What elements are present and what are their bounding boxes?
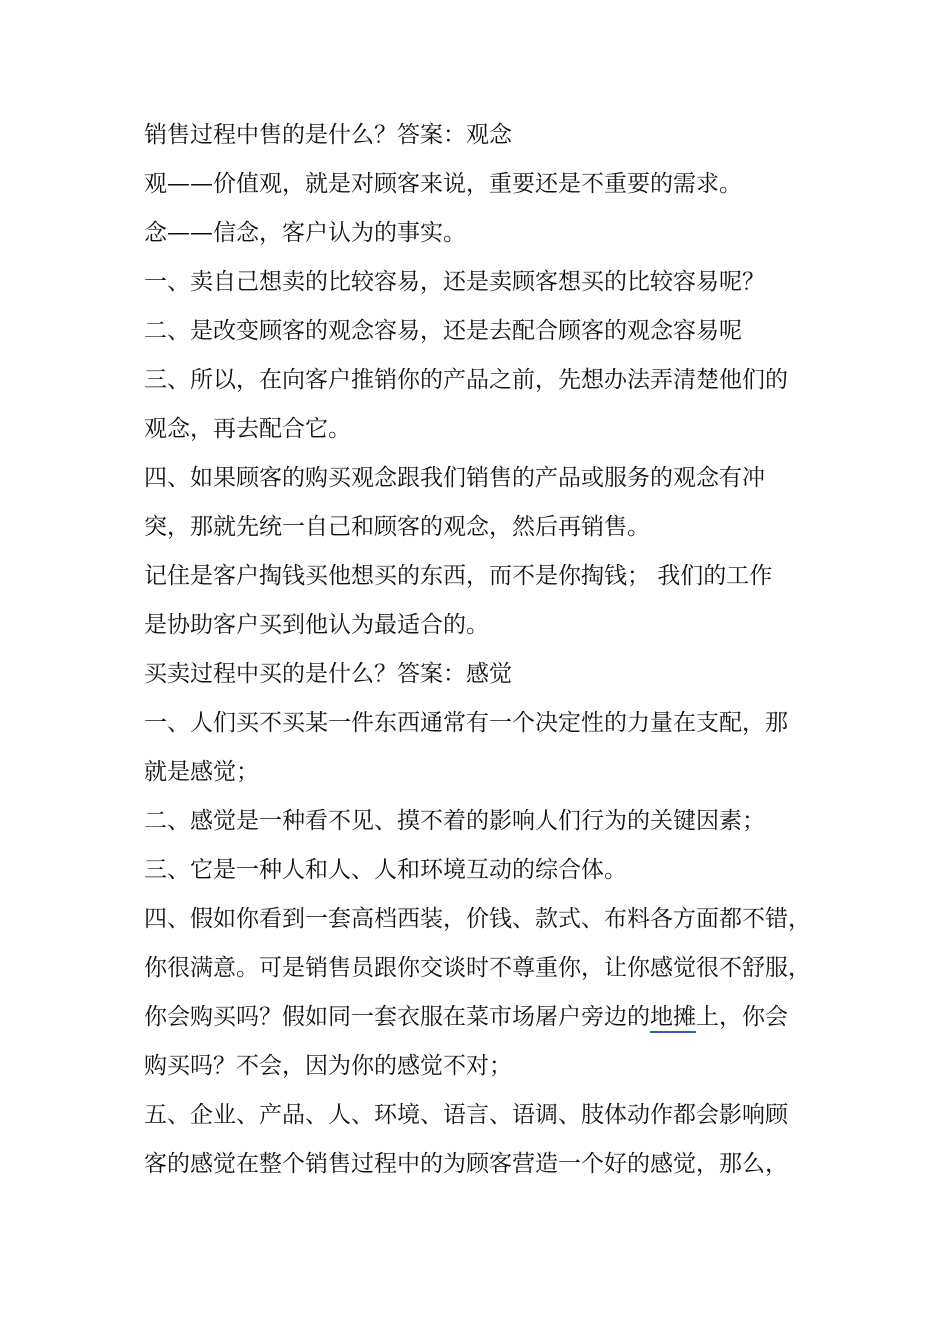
paragraph-line: 三、所以，在向客户推销你的产品之前，先想办法弄清楚他们的: [144, 367, 788, 393]
document-body: [144, 114, 814, 1192]
line-segment: 上，你会: [696, 1004, 788, 1030]
paragraph-line: 就是感觉；: [144, 759, 259, 785]
paragraph-line: 五、企业、产品、人、环境、语言、语调、肢体动作都会影响顾: [144, 1102, 788, 1128]
paragraph-line: 三、它是一种人和人、人和环境互动的综合体。: [144, 857, 627, 883]
paragraph-line: 二、感觉是一种看不见、摸不着的影响人们行为的关键因素；: [144, 808, 765, 834]
paragraph-line: 买卖过程中买的是什么？答案：感觉: [144, 661, 512, 687]
paragraph-line: 购买吗？不会，因为你的感觉不对；: [144, 1053, 512, 1079]
spellcheck-underline: 地摊: [650, 1004, 696, 1033]
paragraph-line: 是协助客户买到他认为最适合的。: [144, 612, 489, 638]
paragraph-line: 销售过程中售的是什么？答案：观念: [144, 122, 512, 148]
paragraph-line: 四、假如你看到一套高档西装，价钱、款式、布料各方面都不错，: [144, 906, 811, 932]
paragraph-line: 一、卖自己想卖的比较容易，还是卖顾客想买的比较容易呢？: [144, 269, 765, 295]
paragraph-line: 四、如果顾客的购买观念跟我们销售的产品或服务的观念有冲: [144, 465, 765, 491]
paragraph-line: 一、人们买不买某一件东西通常有一个决定性的力量在支配，那: [144, 710, 788, 736]
paragraph-line: 客的感觉在整个销售过程中的为顾客营造一个好的感觉，那么，: [144, 1151, 788, 1177]
line-segment: 你会购买吗？假如同一套衣服在菜市场屠户旁边的: [144, 1004, 650, 1030]
paragraph-line: 二、是改变顾客的观念容易，还是去配合顾客的观念容易呢: [144, 318, 742, 344]
paragraph-line: 观念，再去配合它。: [144, 416, 351, 442]
paragraph-line: 突，那就先统一自己和顾客的观念，然后再销售。: [144, 514, 650, 540]
paragraph-line: 你很满意。可是销售员跟你交谈时不尊重你，让你感觉很不舒服，: [144, 955, 811, 981]
paragraph-line: 念——信念，客户认为的事实。: [144, 220, 466, 246]
paragraph-line: 记住是客户掏钱买他想买的东西，而不是你掏钱； 我们的工作: [144, 563, 773, 589]
paragraph-line: 观——价值观，就是对顾客来说，重要还是不重要的需求。: [144, 171, 742, 197]
paragraph-line: [144, 996, 814, 1045]
